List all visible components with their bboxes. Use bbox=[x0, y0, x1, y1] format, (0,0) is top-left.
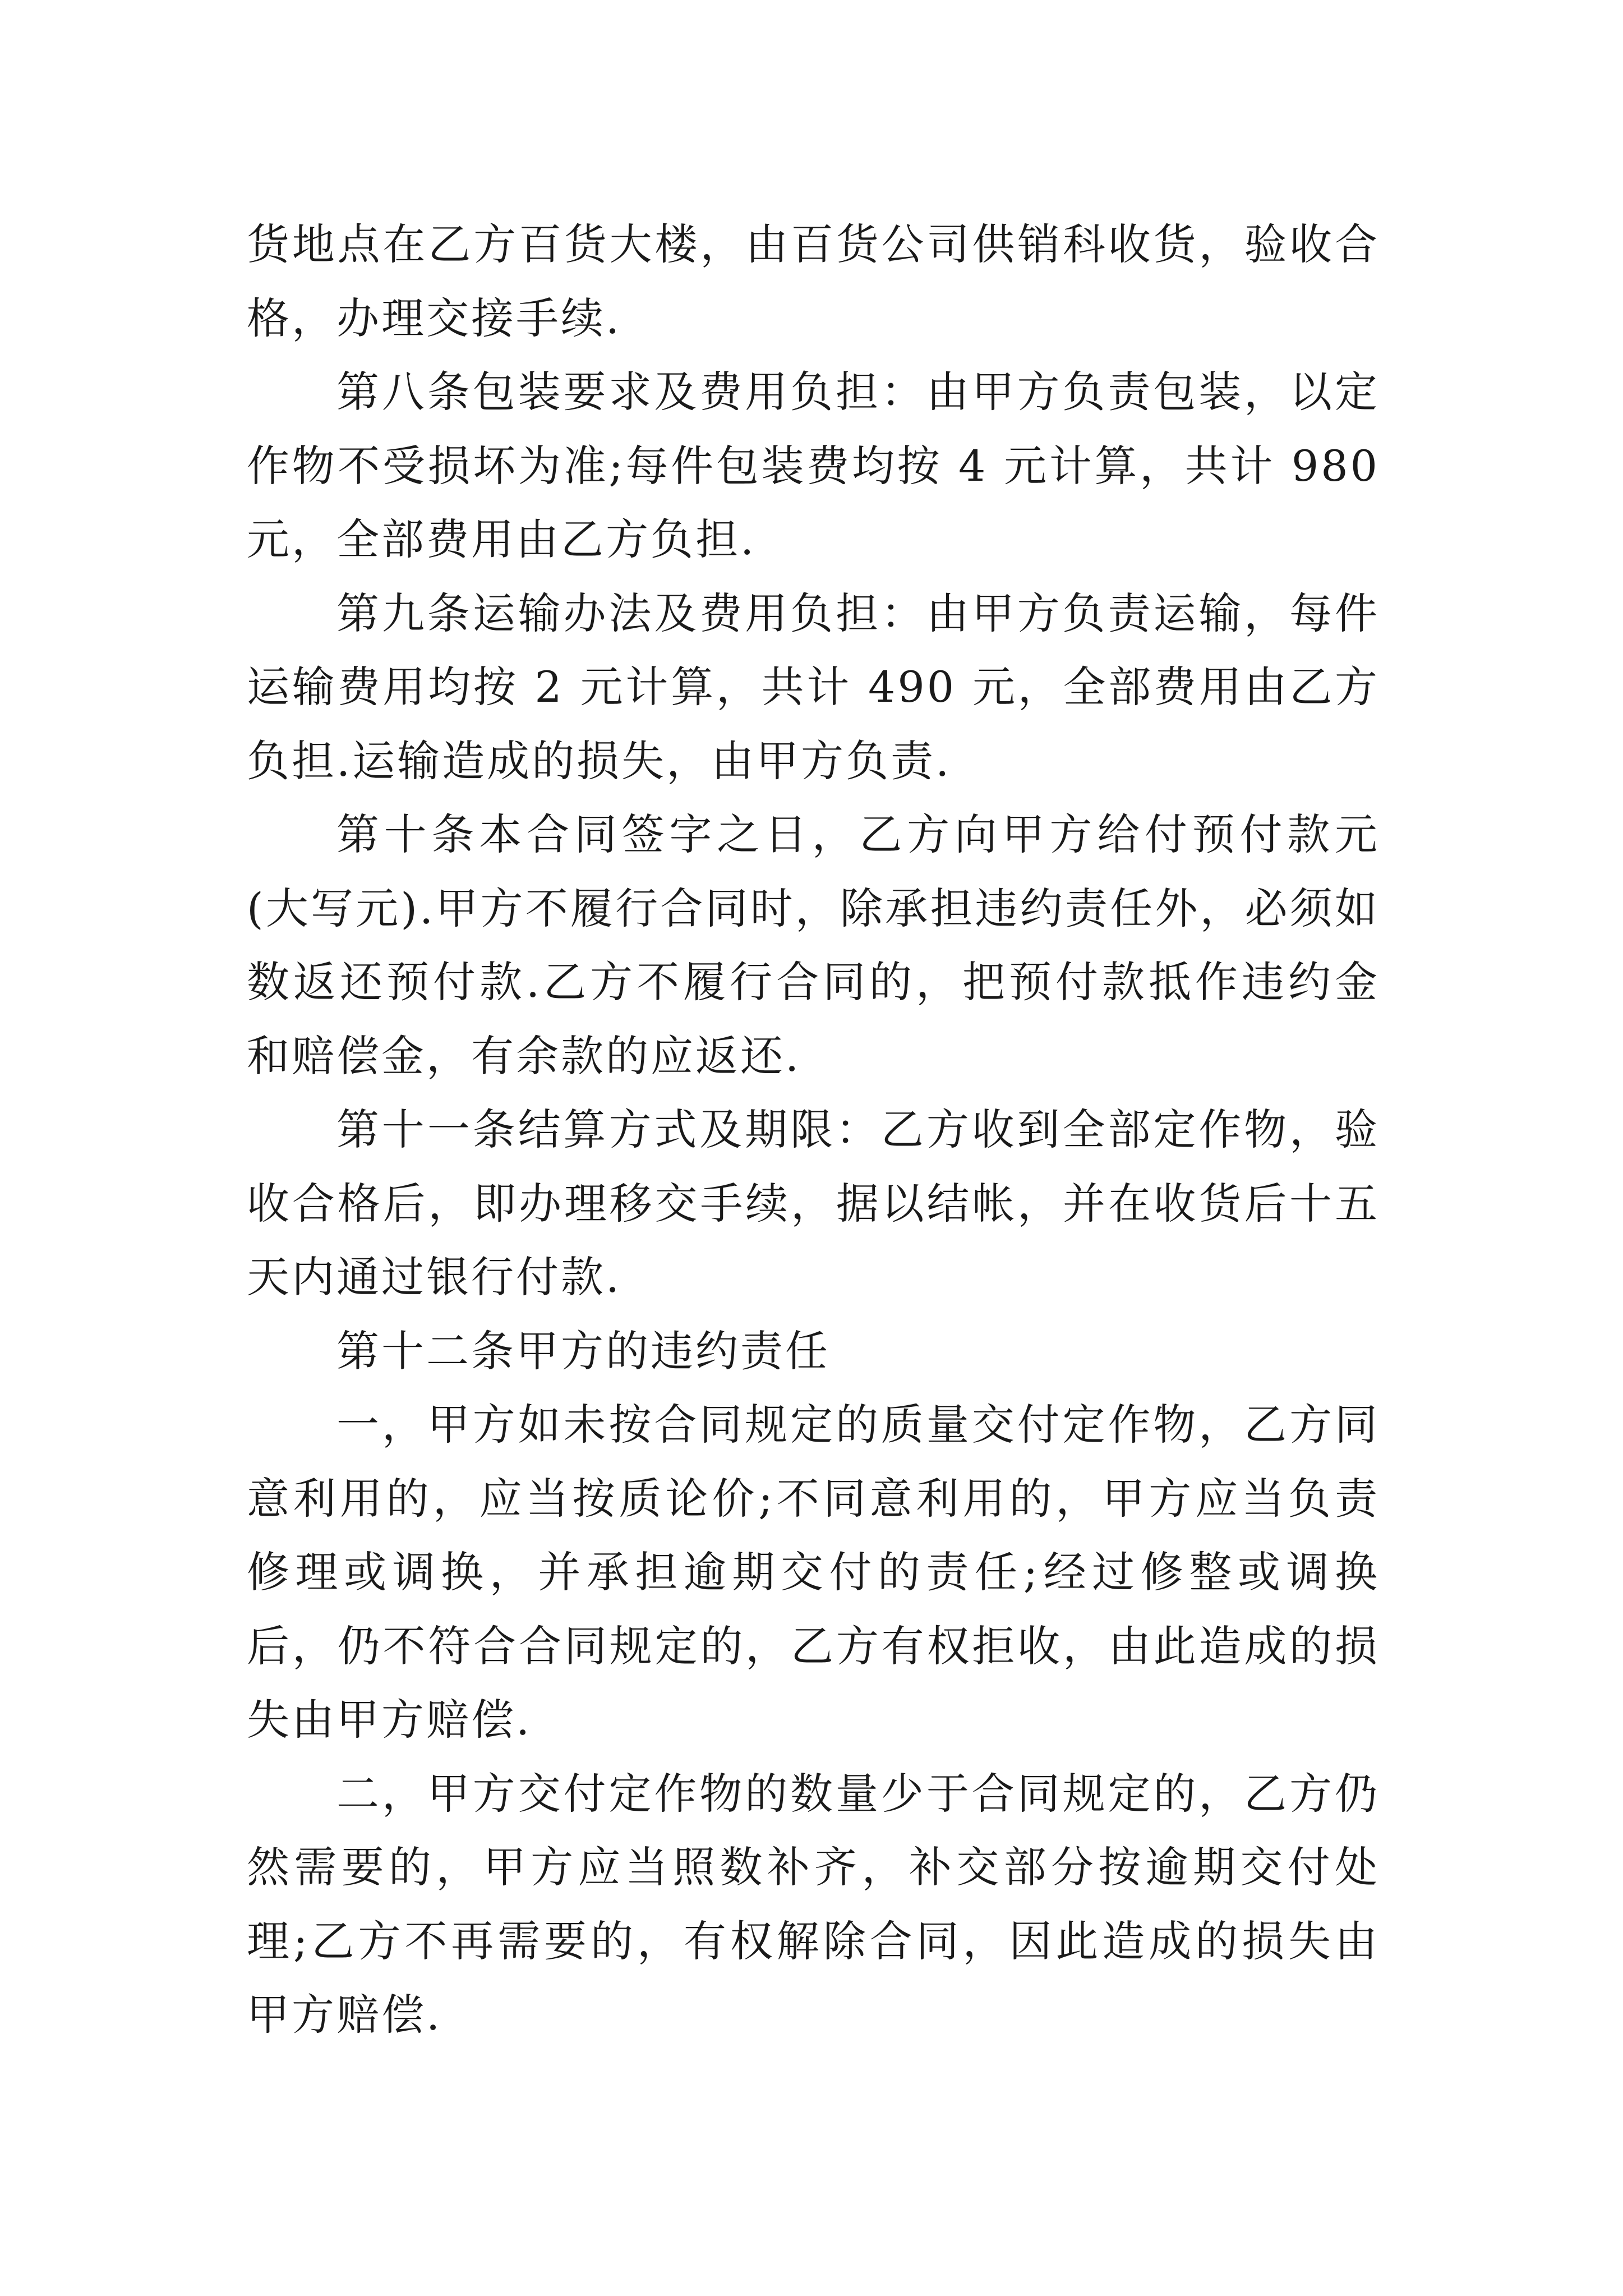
paragraph-article-9-transport: 第九条运输办法及费用负担：由甲方负责运输，每件运输费用均按 2 元计算，共计 490 元，全部费用由乙方负担.运输造成的损失，由甲方负责. bbox=[247, 588, 1380, 786]
paragraph-article-11-settlement: 第十一条结算方式及期限：乙方收到全部定作物，验收合格后，即办理移交手续，据以结帐，并在收货后十五天内通过银行付款. bbox=[247, 1105, 1380, 1302]
paragraph-article-8-packaging: 第八条包装要求及费用负担：由甲方负责包装，以定作物不受损坏为准;每件包装费均按 4 元计算，共计 980 元，全部费用由乙方负担. bbox=[247, 367, 1380, 564]
document-body bbox=[247, 208, 1380, 2052]
paragraph-article-12-clause-1: 一，甲方如未按合同规定的质量交付定作物，乙方同意利用的，应当按质论价;不同意利用的，甲方应当负责修理或调换，并承担逾期交付的责任;经过修整或调换后，仍不符合合同规定的，乙方有权拒收，由此造成的损失由甲方赔偿. bbox=[247, 1400, 1380, 1745]
paragraph-article-12-heading: 第十二条甲方的违约责任 bbox=[336, 1326, 830, 1376]
paragraph-article-12-clause-2: 二，甲方交付定作物的数量少于合同规定的，乙方仍然需要的，甲方应当照数补齐，补交部分按逾期交付处理;乙方不再需要的，有权解除合同，因此造成的损失由甲方赔偿. bbox=[247, 1768, 1380, 2040]
paragraph-article-10-prepayment: 第十条本合同签字之日，乙方向甲方给付预付款元(大写元).甲方不履行合同时，除承担违约责任外，必须如数返还预付款.乙方不履行合同的，把预付款抵作违约金和赔偿金，有余款的应返还. bbox=[247, 809, 1380, 1081]
paragraph-delivery-location: 货地点在乙方百货大楼，由百货公司供销科收货，验收合格，办理交接手续. bbox=[247, 219, 1380, 343]
